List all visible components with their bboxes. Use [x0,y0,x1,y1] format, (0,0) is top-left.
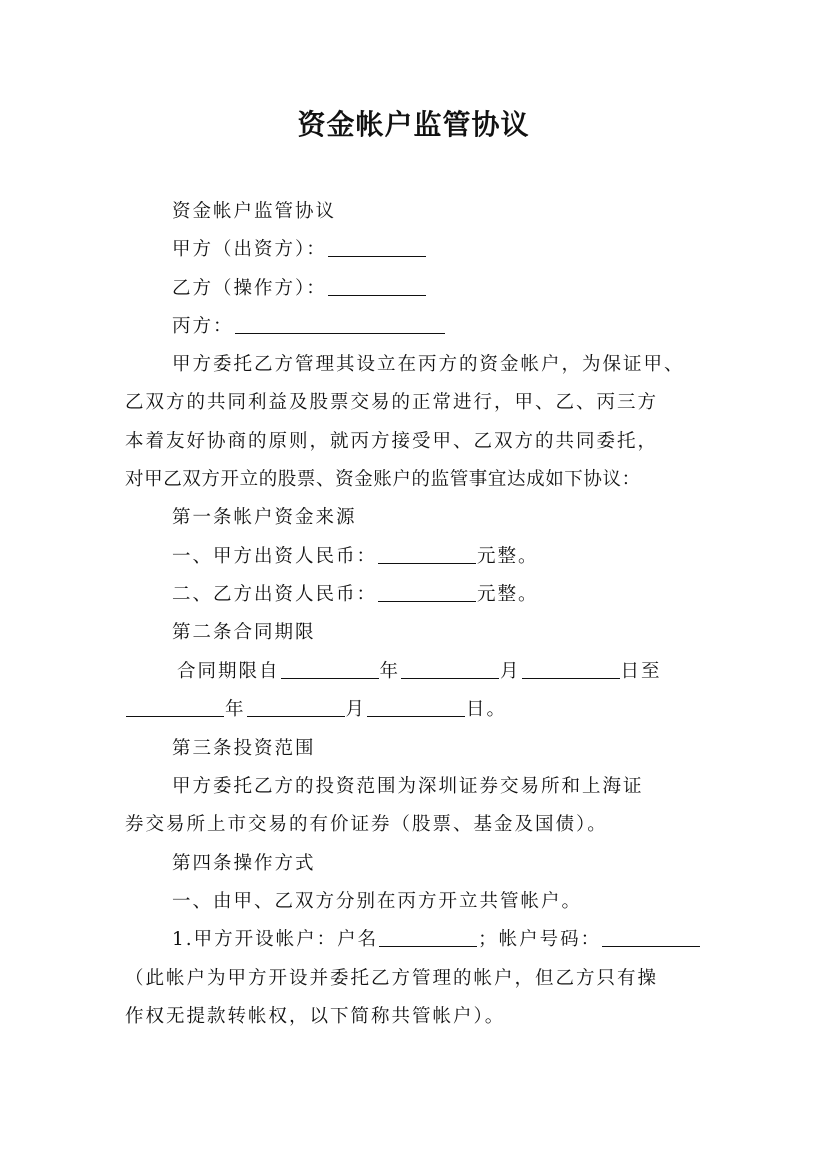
scope-line-1: 甲方委托乙方的投资范围为深圳证券交易所和上海证 [172,776,644,797]
article-4-heading: 第四条操作方式 [172,853,316,874]
start-month-blank [401,660,499,679]
party-b-contribution-label: 二、乙方出资人民币： [172,584,378,605]
year-label: 年 [379,661,401,682]
preamble-line-3: 本着友好协商的原则，就丙方接受甲、乙双方的共同委托， [125,431,659,452]
account-note-line-1: （此帐户为甲方开设并委托乙方管理的帐户，但乙方只有操 [125,968,659,989]
party-b-contribution-line [125,583,752,607]
term-start-label: 合同期限自 [177,661,280,682]
party-a-contribution-line [125,545,752,569]
party-c-label: 丙方： [172,316,234,337]
account-number-label: ；帐户号码： [478,929,602,950]
party-b-amount-blank [378,583,476,602]
term-line-1 [125,660,757,684]
party-b-blank [328,277,426,296]
article-1-heading: 第一条帐户资金来源 [172,507,357,528]
paragraph-heading: 资金帐户监管协议 [172,201,337,222]
account-name-label: 1.甲方开设帐户：户名 [172,929,379,950]
party-c-line [125,315,752,339]
account-name-blank [379,928,477,947]
end-day-blank [367,698,465,717]
preamble-line-4: 对甲乙双方开立的股票、资金账户的监管事宜达成如下协议： [125,469,641,490]
end-year-label: 年 [225,699,246,720]
preamble-line-2: 乙双方的共同利益及股票交易的正常进行，甲、乙、丙三方 [125,392,659,413]
account-note-line-2: 作权无提款转帐权，以下简称共管帐户）。 [125,1006,506,1027]
month-label: 月 [500,661,521,682]
start-day-blank [522,660,620,679]
party-a-blank [328,238,426,257]
operation-item-1: 一、由甲、乙双方分别在丙方开立共管帐户。 [172,891,583,912]
end-year-blank [126,698,224,717]
article-3-heading: 第三条投资范围 [172,738,316,759]
party-b-contribution-suffix: 元整。 [477,584,539,605]
preamble-line-1: 甲方委托乙方管理其设立在丙方的资金帐户，为保证甲、 [172,354,685,375]
article-2-heading: 第二条合同期限 [172,622,316,643]
end-month-label: 月 [345,699,367,720]
account-line [125,928,752,952]
party-b-label: 乙方（操作方）： [172,278,327,299]
party-a-line [125,238,752,262]
end-month-blank [247,698,345,717]
end-day-label: 日。 [466,699,508,720]
party-b-line [125,277,752,301]
party-a-contribution-label: 一、甲方出资人民币： [172,546,378,567]
party-c-blank [235,315,445,334]
start-year-blank [281,660,379,679]
scope-line-2: 券交易所上市交易的有价证券（股票、基金及国债）。 [125,814,608,835]
document-title: 资金帐户监管协议 [297,108,530,141]
party-a-contribution-suffix: 元整。 [477,546,539,567]
term-line-2 [125,698,705,722]
account-number-blank [602,928,700,947]
party-a-amount-blank [378,545,476,564]
day-to-label: 日至 [620,661,662,682]
party-a-label: 甲方（出资方）： [172,239,327,260]
